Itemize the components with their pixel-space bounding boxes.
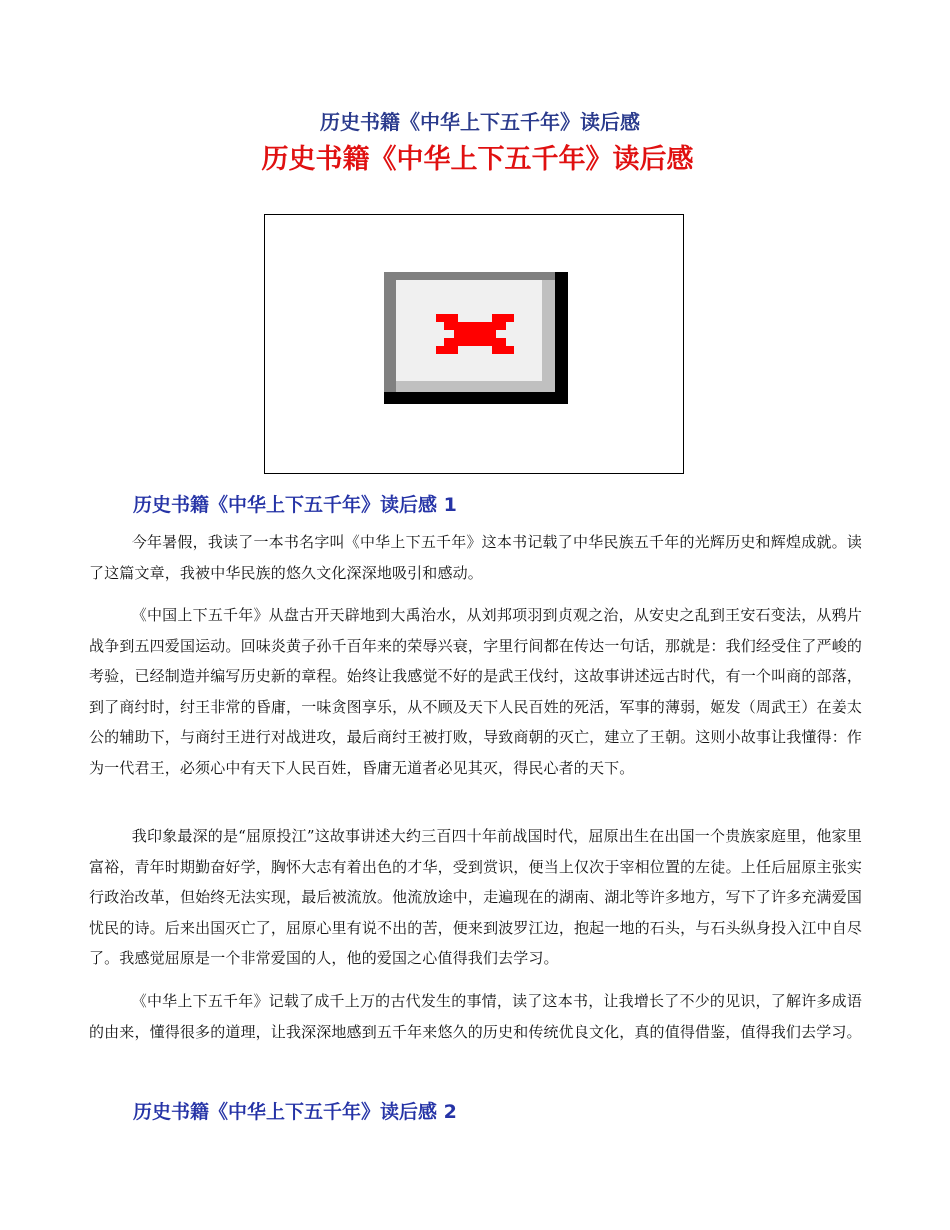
- section-heading-1: 历史书籍《中华上下五千年》读后感 1: [133, 494, 457, 516]
- paragraph-3: 我印象最深的是“屈原投江”这故事讲述大约三百四十年前战国时代，屈原出生在出国一个贵族家庭里，他家里富裕，青年时期勤奋好学，胸怀大志有着出色的才华，受到赏识，便当上仅次于宰相位置的左徒。上任后屈原主张实行政治改革，但始终无法实现，最后被流放。他流放途中，走遍现在的湖南、湖北等许多地方，写下了许多充满爱国忧民的诗。后来出国灭亡了，屈原心里有说不出的苦，便来到波罗江边，抱起一地的石头，与石头纵身投入江中自尽了。我感觉屈原是一个非常爱国的人，他的爱国之心值得我们去学习。: [89, 827, 862, 967]
- paragraph-1: 今年暑假，我读了一本书名字叫《中华上下五千年》这本书记载了中华民族五千年的光辉历史和辉煌成就。读了这篇文章，我被中华民族的悠久文化深深地吸引和感动。: [89, 533, 862, 582]
- document-subtitle: 历史书籍《中华上下五千年》读后感: [320, 110, 640, 134]
- paragraph-2: 《中国上下五千年》从盘古开天辟地到大禹治水，从刘邦项羽到贞观之治，从安史之乱到王安石变法，从鸦片战争到五四爱国运动。回味炎黄子孙千百年来的荣辱兴衰，字里行间都在传达一句话，那就是：我们经受住了严峻的考验，已经制造并编写历史新的章程。始终让我感觉不好的是武王伐纣，这故事讲述远古时代，有一个叫商的部落，到了商纣时，纣王非常的昏庸，一味贪图享乐，从不顾及天下人民百姓的死活，军事的薄弱，姬发（周武王）在姜太公的辅助下，与商纣王进行对战进攻，最后商纣王被打败，导致商朝的灭亡，建立了王朝。这则小故事让我懂得：作为一代君王，必须心中有天下人民百姓，昏庸无道者必见其灭，得民心者的天下。: [89, 606, 862, 777]
- section-heading-2: 历史书籍《中华上下五千年》读后感 2: [133, 1101, 457, 1123]
- paragraph-4: 《中华上下五千年》记载了成千上万的古代发生的事情，读了这本书，让我增长了不少的见识，了解许多成语的由来，懂得很多的道理，让我深深地感到五千年来悠久的历史和传统优良文化，真的值得借鉴，值得我们去学习。: [89, 992, 862, 1041]
- image-placeholder: [264, 214, 684, 474]
- document-title: 历史书籍《中华上下五千年》读后感: [261, 144, 694, 175]
- broken-image-icon: [384, 272, 568, 404]
